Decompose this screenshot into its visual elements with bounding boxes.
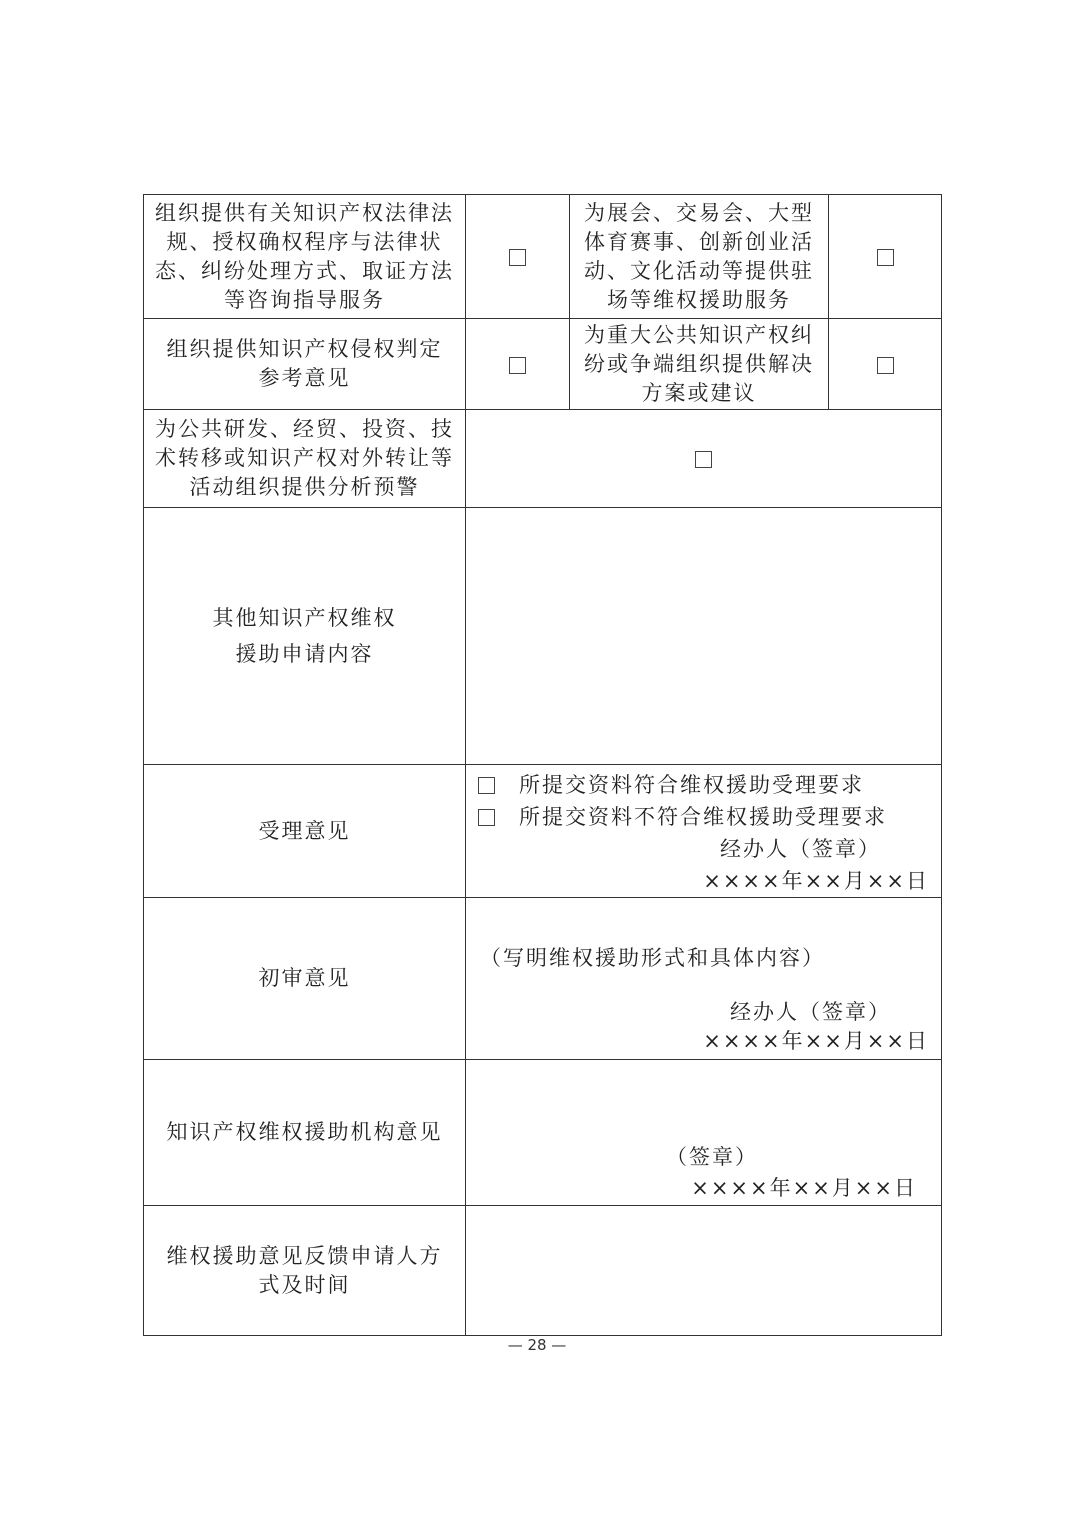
service-label-infringement: 组织提供知识产权侵权判定参考意见: [166, 337, 443, 390]
other-request-label-cell: [144, 508, 466, 765]
service-cell-consultation: [144, 195, 466, 319]
option-meets-label: 所提交资料符合维权援助受理要求: [519, 772, 864, 797]
checkbox-consultation[interactable]: [509, 249, 526, 266]
service-row-3: [144, 410, 942, 508]
preliminary-instruction: （写明维权援助形式和具体内容）: [480, 946, 825, 970]
service-label-warning: 为公共研发、经贸、投资、技术转移或知识产权对外转让等活动组织提供分析预警: [155, 417, 454, 499]
checkbox-onsite[interactable]: [877, 249, 894, 266]
other-request-content-field[interactable]: [466, 508, 942, 765]
checkbox-cell-infringement: [466, 319, 570, 410]
acceptance-label: 受理意见: [144, 765, 466, 898]
service-row-2: [144, 319, 942, 410]
preliminary-date: ××××年××月××日: [703, 1029, 929, 1053]
checkbox-meets-requirements[interactable]: [478, 777, 495, 794]
checkbox-dispute[interactable]: [877, 357, 894, 374]
other-request-label-line2: 援助申请内容: [235, 642, 374, 666]
checkbox-cell-warning: [466, 410, 942, 508]
checkbox-not-meets-requirements[interactable]: [478, 809, 495, 826]
acceptance-handler: 经办人（签章）: [720, 837, 881, 861]
acceptance-row: [144, 765, 942, 898]
checkbox-cell-onsite: [829, 195, 942, 319]
acceptance-option-not-meets: [466, 801, 941, 833]
other-request-label-line1: 其他知识产权维权: [212, 606, 397, 630]
acceptance-content-cell: [466, 765, 942, 898]
other-request-row: [144, 508, 942, 765]
service-row-1: [144, 195, 942, 319]
feedback-content-field[interactable]: [466, 1206, 942, 1336]
service-cell-dispute: [570, 319, 829, 410]
feedback-row: [144, 1206, 942, 1336]
agency-label: 知识产权维权援助机构意见: [144, 1060, 466, 1206]
checkbox-infringement[interactable]: [509, 357, 526, 374]
service-cell-warning: [144, 410, 466, 508]
service-label-consultation: 组织提供有关知识产权法律法规、授权确权程序与法律状态、纠纷处理方式、取证方法等咨询指导服务: [155, 200, 454, 312]
application-form-table: [143, 194, 942, 1336]
acceptance-date: ××××年××月××日: [703, 869, 929, 893]
acceptance-option-meets: [466, 769, 941, 801]
preliminary-content-cell: [466, 898, 942, 1060]
feedback-label: 维权援助意见反馈申请人方式及时间: [166, 1243, 443, 1297]
service-label-dispute: 为重大公共知识产权纠纷或争端组织提供解决方案或建议: [584, 322, 814, 405]
service-cell-onsite: [570, 195, 829, 319]
preliminary-row: [144, 898, 942, 1060]
agency-row: [144, 1060, 942, 1206]
preliminary-handler: 经办人（签章）: [730, 1000, 891, 1024]
service-label-onsite: 为展会、交易会、大型体育赛事、创新创业活动、文化活动等提供驻场等维权援助服务: [584, 200, 814, 312]
preliminary-label: 初审意见: [144, 898, 466, 1060]
option-not-meets-label: 所提交资料不符合维权援助受理要求: [519, 804, 887, 829]
agency-content-cell: [466, 1060, 942, 1206]
checkbox-cell-consultation: [466, 195, 570, 319]
checkbox-warning[interactable]: [695, 451, 712, 468]
page-number: — 28 —: [507, 1336, 567, 1354]
feedback-label-cell: [144, 1206, 466, 1336]
agency-date: ××××年××月××日: [691, 1176, 917, 1200]
service-cell-infringement: [144, 319, 466, 410]
checkbox-cell-dispute: [829, 319, 942, 410]
agency-seal: （签章）: [666, 1145, 758, 1169]
